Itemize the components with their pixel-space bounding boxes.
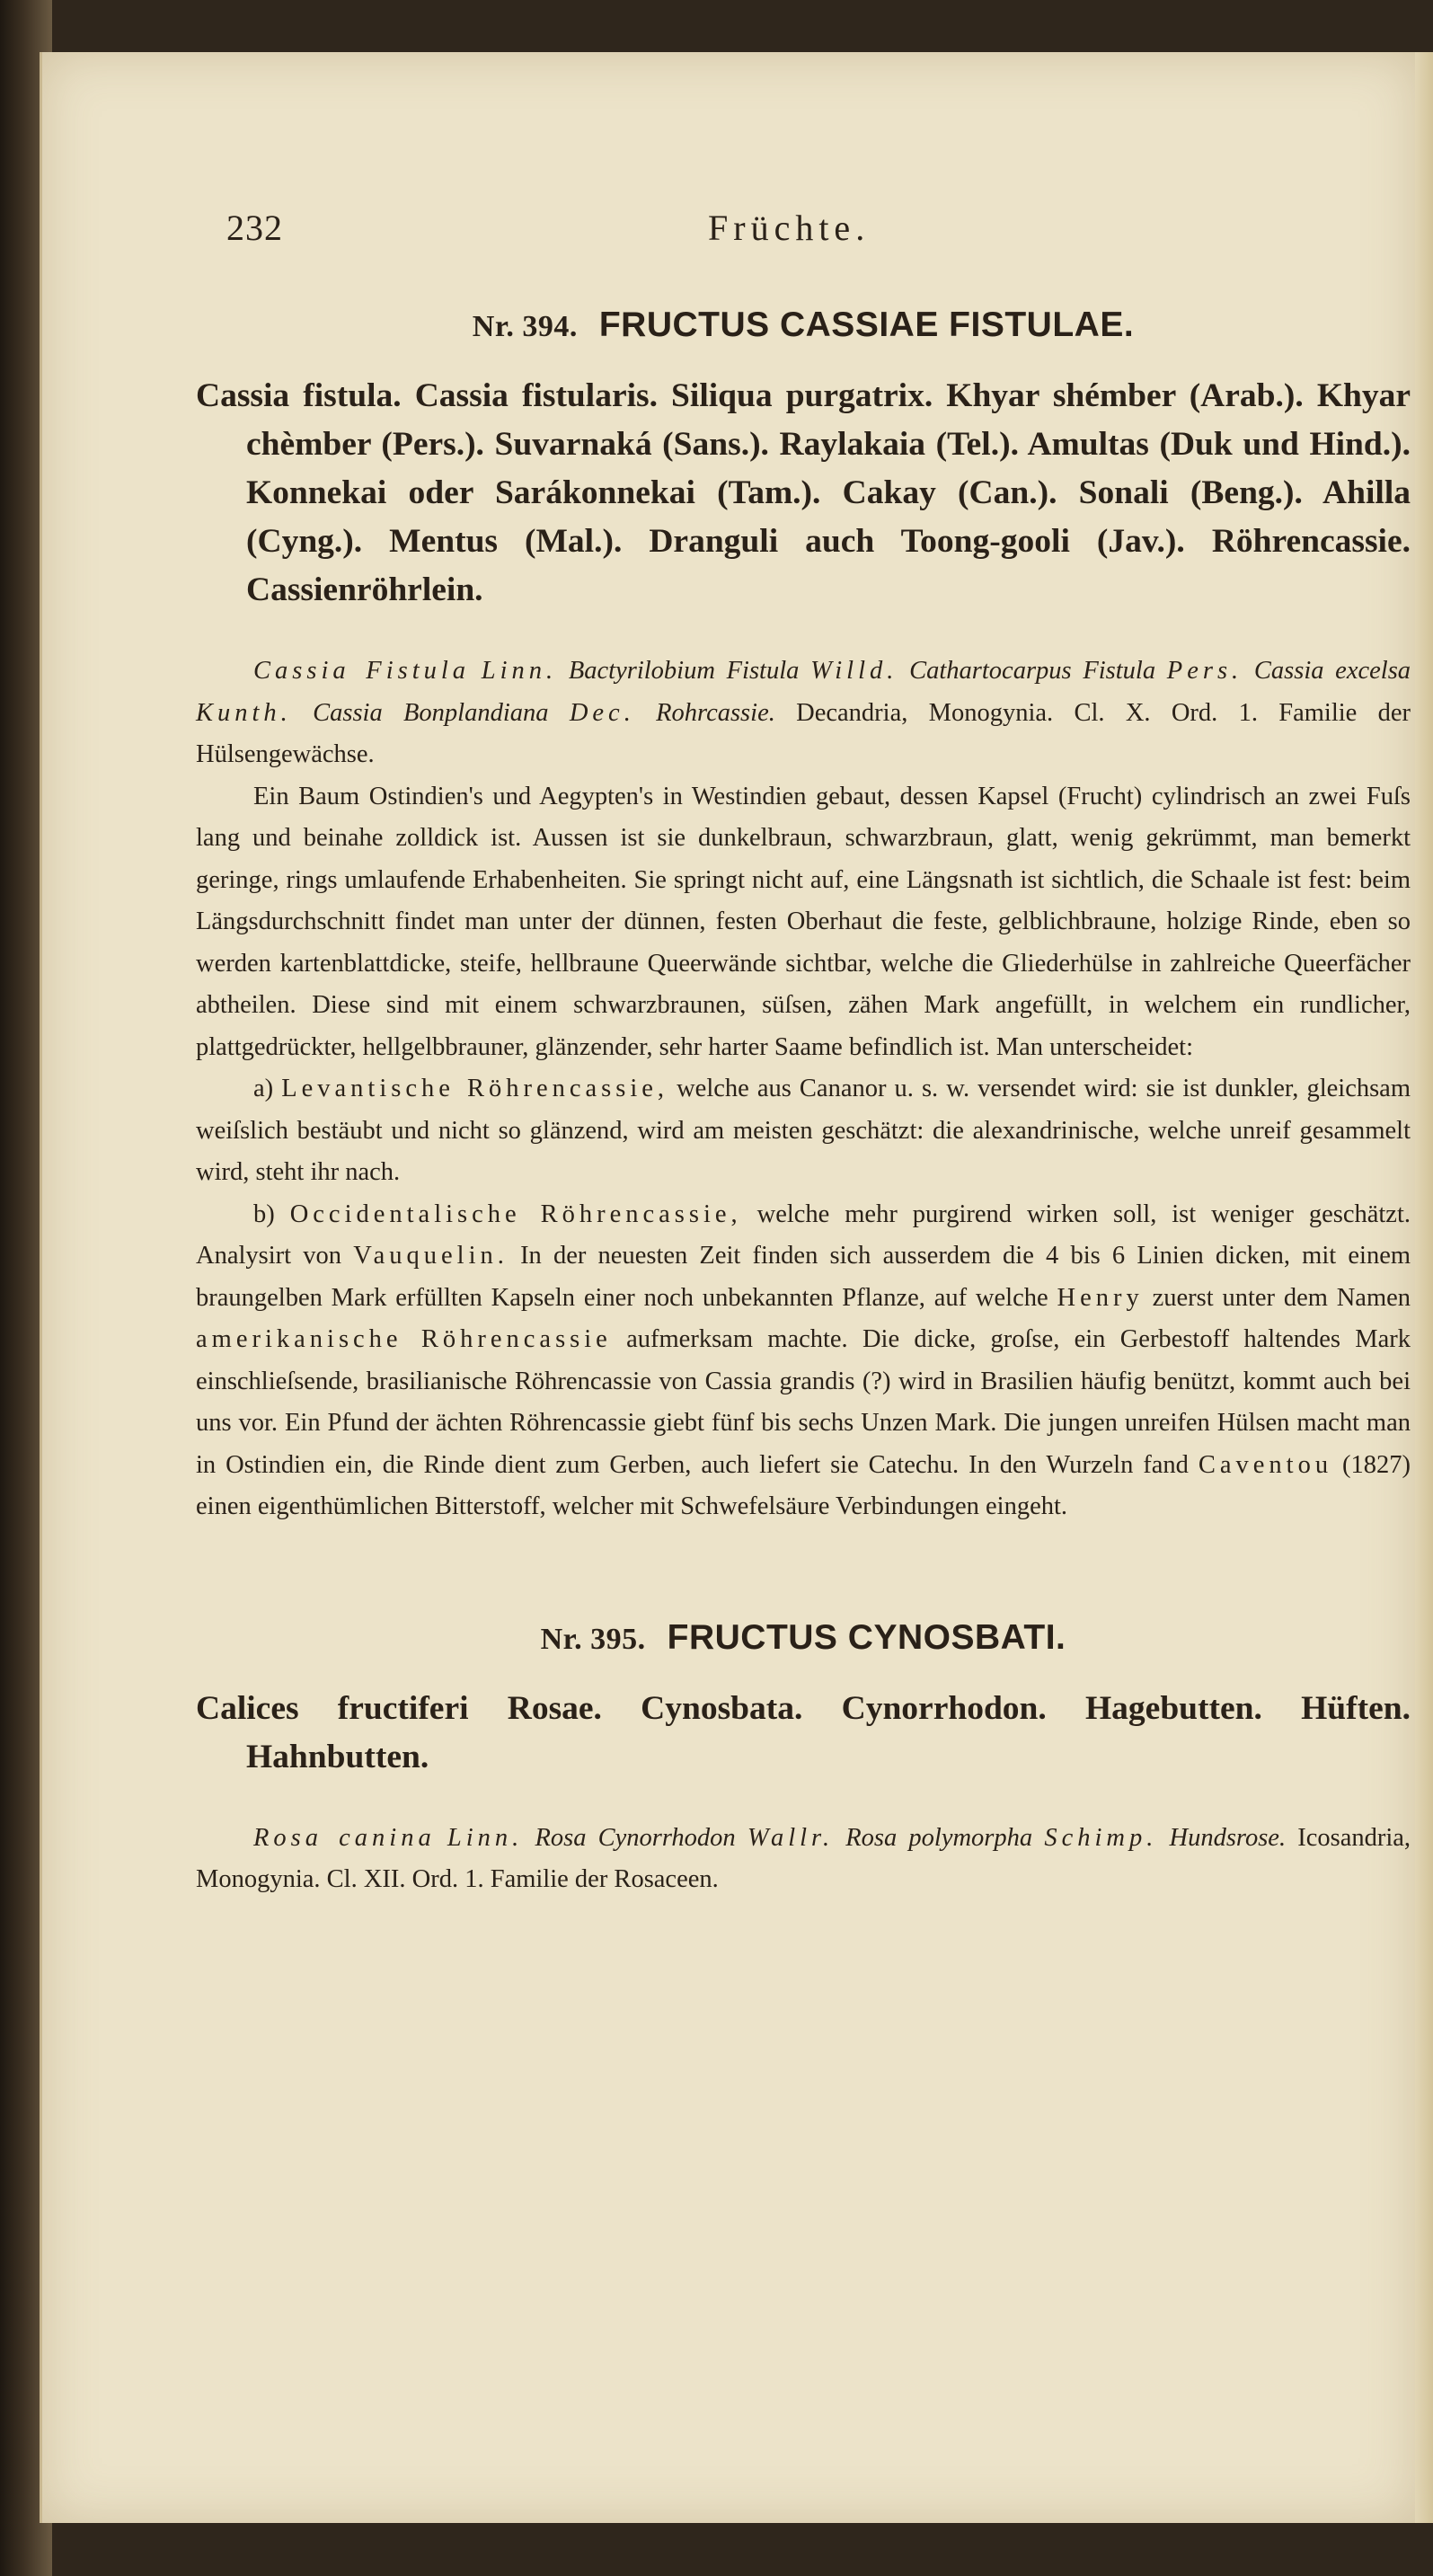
running-head: [196, 207, 1411, 271]
entry-394-item-a: [196, 1068, 1411, 1194]
bot-name: Cassia excelsa: [1253, 657, 1411, 685]
entry-394-body: [196, 651, 1411, 1528]
item-b-term: Occidentalische Röhrencassie,: [289, 1199, 742, 1228]
bot-author: Linn.: [481, 657, 558, 685]
entry-394-title: FRUCTUS CASSIAE FISTULAE.: [598, 305, 1135, 344]
entry-394-synonyms: Cassia fistula. Cassia fistularis. Siliqua purgatrix. Khyar shémber (Arab.). Khyar chèmber (Pers.). Suvarnaká (Sans.). Raylakaia (Tel.). Amultas (Duk und Hind.). Konnekai oder Sarákonnekai (Tam.). Cakay (Can.). Sonali (Beng.). Ahilla (Cyng.). Mentus (Mal.). Dranguli auch Toong-gooli (Jav.). Röhrencassie. Cassienröhrlein.: [196, 377, 1411, 608]
entry-394-number: Nr. 394.: [472, 310, 578, 343]
entry-395-number: Nr. 395.: [540, 1622, 646, 1656]
item-b-text: aufmerksam machte. Die dicke, groſse, ein Gerbestoff haltendes Mark einschlieſsende, brasilianische Röhrencassie von Cassia grandis (?) wird in Brasilien häufig benützt, kommt auch bei uns vor. Ein Pfund der ächten Röhrencassie giebt fünf bis sechs Unzen Mark. Die jungen unreifen Hülsen macht man in Ostindien ein, die Rinde dient zum Gerben, auch liefert sie Catechu. In den Wurzeln fand: [196, 1325, 1411, 1479]
page-number: 232: [226, 208, 283, 248]
entry-394-paragraph: Ein Baum Ostindien's und Aegypten's in Westindien gebaut, dessen Kapsel (Frucht) cylindrisch an zwei Fuſs lang und beinahe zolldick ist. Aussen ist sie dunkelbraun, schwarzbraun, glatt, wenig gekrümmt, man bemerkt geringe, rings umlaufende Erhabenheiten. Sie springt nicht auf, eine Längsnath ist sichtlich, die Schaale ist fest: beim Längsdurchschnitt findet man unter der dünnen, festen Oberhaut die feste, gelblichbraune, holzige Rinde, eben so werden kartenblattdicke, steife, hellbraune Queerwände sichtbar, welche die Gliederhülse in zahlreiche Queerfächer abtheilen. Diese sind mit einem schwarzbraunen, süſsen, zähen Mark angefüllt, in welchem ein rundlicher, plattgedrückter, hellgelbbrauner, glänzender, sehr harter Saame befindlich ist. Man unterscheidet:: [196, 782, 1411, 1061]
page-content: [196, 207, 1411, 1901]
bot-classification: Icosandria, Monogynia. Cl. XII. Ord. 1. Familie der Rosaceen.: [196, 1823, 1411, 1893]
entry-394-heading: [196, 305, 1411, 345]
running-title: Früchte.: [708, 208, 871, 248]
entry-395-title: FRUCTUS CYNOSBATI.: [667, 1617, 1066, 1657]
bot-name: Cassia Fistula: [253, 657, 471, 685]
bot-author: Linn.: [447, 1823, 524, 1852]
bot-author: Kunth.: [196, 698, 292, 727]
bot-name: Bactyrilobium Fistula: [568, 657, 800, 685]
bot-author: Schimp.: [1044, 1823, 1158, 1852]
author-name: Vauquelin.: [353, 1242, 509, 1270]
section-gap: [196, 1528, 1411, 1584]
bot-name: Rosa Cynorrhodon: [535, 1823, 736, 1852]
item-b-label: b): [253, 1199, 275, 1228]
bot-author: Willd.: [810, 657, 898, 685]
entry-395-heading: [196, 1618, 1411, 1658]
bot-name: Cathartocarpus Fistula: [909, 657, 1156, 685]
item-a-term: Levantische Röhrencassie,: [281, 1075, 669, 1102]
item-b-text: zuerst unter dem Namen: [1152, 1283, 1411, 1312]
bot-author: Pers.: [1166, 657, 1243, 685]
item-a-text: welche aus Cananor u. s. w. versendet wird: sie ist dunkler, gleichsam weiſslich bestäubt und nicht so glänzend, wird am meisten geschätzt: die alexandrinische, welche unreif gesammelt wird, steht ihr nach.: [196, 1075, 1411, 1186]
item-b-text: In der neuesten Zeit finden sich ausserdem die 4 bis 6 Linien dicken, mit einem braungelben Mark erfüllten Kapseln einer noch unbekannten Pflanze, auf welche: [196, 1242, 1411, 1312]
entry-394-item-b: [196, 1194, 1411, 1528]
item-a-label: a): [253, 1075, 274, 1102]
author-name: Caventou: [1198, 1450, 1333, 1479]
bot-name: Rosa canina: [253, 1823, 436, 1852]
author-name: Henry: [1057, 1283, 1144, 1312]
entry-395-synonyms: Calices fructiferi Rosae. Cynosbata. Cynorrhodon. Hagebutten. Hüften. Hahnbutten.: [196, 1689, 1411, 1775]
item-b-text: (1827) einen eigenthümlichen Bitterstoff, welcher mit Schwefelsäure Verbindungen eingeht.: [196, 1450, 1411, 1520]
bot-common-name: Rohrcassie.: [656, 698, 775, 727]
page-edge: [1415, 52, 1433, 2523]
bot-name: Rosa polymorpha: [845, 1823, 1033, 1852]
item-b-text: welche mehr purgirend wirken soll, ist weniger geschätzt. Analysirt von: [196, 1199, 1411, 1270]
entry-395-body: [196, 1818, 1411, 1901]
bot-classification: Decandria, Monogynia. Cl. X. Ord. 1. Familie der Hülsengewächse.: [196, 698, 1411, 768]
item-b-term: amerikanische Röhrencassie: [196, 1325, 612, 1353]
entry-394-botanical: [196, 651, 1411, 776]
bot-common-name: Hundsrose.: [1169, 1823, 1287, 1852]
bot-author: Wallr.: [747, 1823, 835, 1852]
bot-author: Dec.: [569, 698, 635, 727]
entry-395-botanical: [196, 1818, 1411, 1901]
bot-name: Cassia Bonplandiana: [313, 698, 549, 727]
